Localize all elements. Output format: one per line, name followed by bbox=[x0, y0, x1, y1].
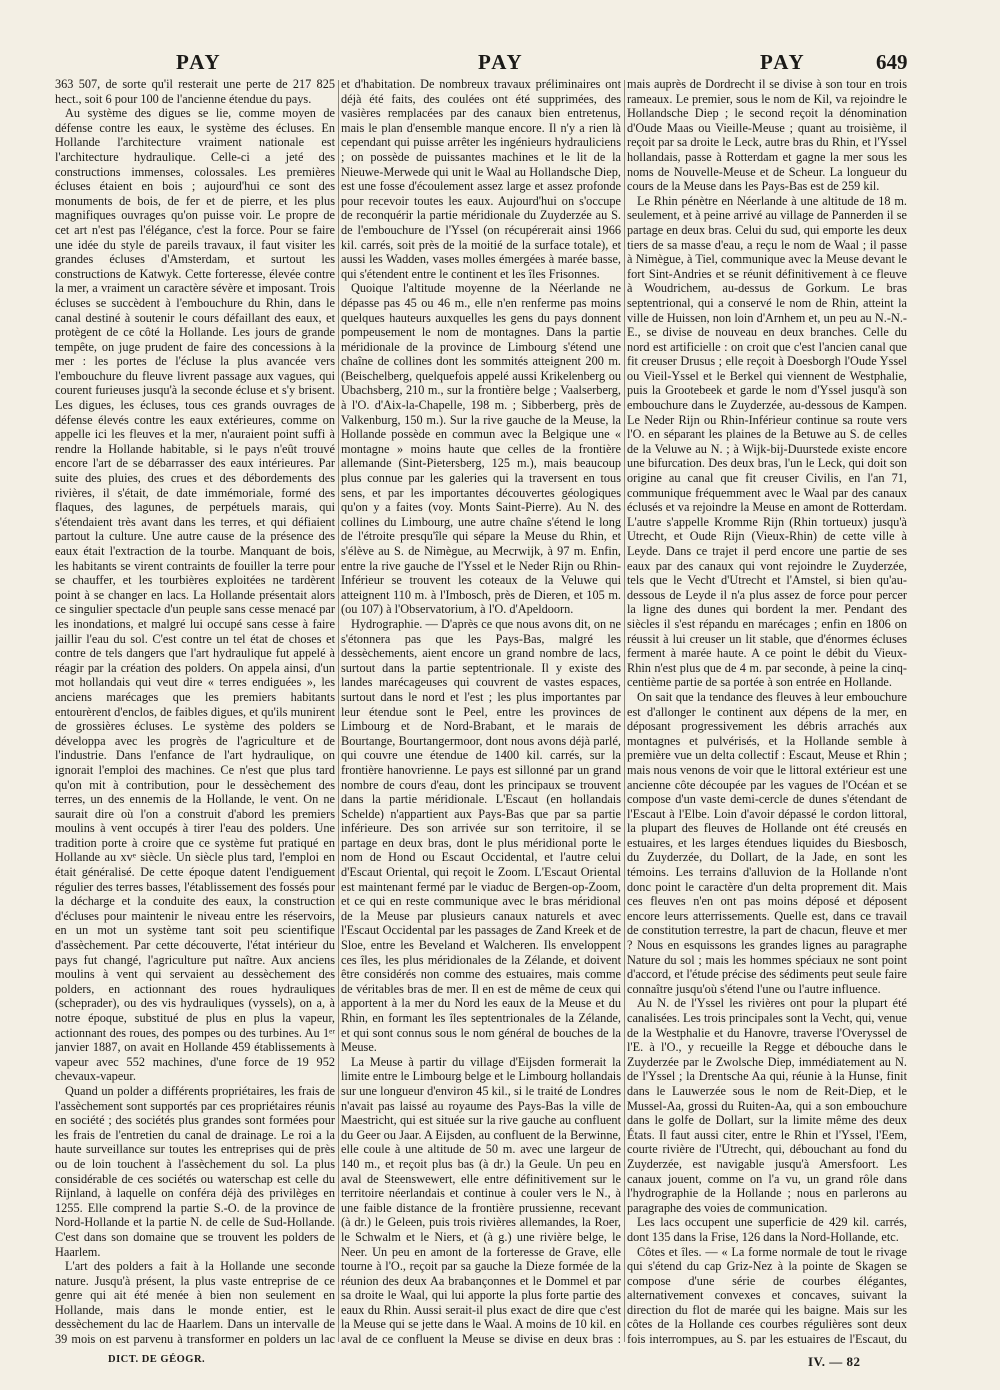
footer-left: DICT. DE GÉOGR. bbox=[108, 1354, 206, 1365]
paragraph: Côtes et îles. — « La forme normale de tout le rivage qui s'étend du cap Griz-Nez à la pointe de Skagen se compose d'une série de courbes élégantes, alternativement convexes et concaves, suivant la direction du flot de marée qui les baigne. Mais sur les côtes de la Hollande ces courbes régulières sont deux fois interrompues, au S. par les estuaires de l'Escaut, du bbox=[627, 1244, 907, 1347]
paragraph: et d'habitation. De nombreux travaux préliminaires ont déjà été faits, des coulées ont été supprimées, des vasières remplacées par des canaux bien entretenus, mais le plan d'ensemble manque encore. Il n'y a rien là cependant qui puisse arrêter les ingénieurs hydrauliciens ; on possède de puissantes machines et le lit de la Nieuwe-Merwede qui unit le Waal au Hollandsche Diep, est une fosse d'écoulement assez large et assez profonde pour recevoir toutes les eaux. Aujourd'hui on s'occupe de reconquérir la partie méridionale du Zuyderzée au S. de l'embouchure de l'Yssel (on récupérerait ainsi 1966 kil. carrés, soit près de la moitié de la surface totale), et aussi les Wadden, vases molles émergées à marée basse, qui s'étendent entre le continent et les îles Frisonnes. bbox=[341, 77, 621, 281]
paragraph: Le Rhin pénètre en Néerlande à une altitude de 18 m. seulement, et à peine arrivé au village de Pannerden il se partage en deux bras. Celui du sud, qui emporte les deux tiers de sa masse d'eau, a reçu le nom de Waal ; il passe à Nimègue, à Tiel, communique avec la Meuse devant le fort Sint-Andries et se réunit définitivement à ce fleuve à Woudrichem, au-dessus de Gorkum. Le bras septentrional, qui a conservé le nom de Rhin, atteint la ville de Huissen, non loin d'Arnhem et, un peu au N.-N.-E., se divise de nouveau en deux branches. Celle du nord est artificielle : on croit que c'est l'ancien canal que fit creuser Drusus ; elle reçoit à Doesborgh l'Oude Yssel ou Vieil-Yssel et le Berkel qui viennent de Westphalie, puis la Grootebeek et garde le nom d'Yssel jusqu'à son embouchure dans le Zuyderzée, au-dessous de Kampen. Le Neder Rijn ou Rhin-Inférieur continue sa route vers l'O. en séparant les plaines de la Betuwe au S. de celles de la Veluwe au N. ; à Wijk-bij-Duurstede existe encore une bifurcation. Des deux bras, l'un le Leck, qui doit son origine au canal que fit creuser Civilis, en l'an 71, communique fréquemment avec le Waal par des canaux éclusés et va rejoindre la Meuse en amont de Rotterdam. L'autre s'appelle Kromme Rijn (Rhin tortueux) jusqu'à Utrecht, et Oude Rijn (Vieux-Rhin) de cette ville à Leyde. Dans ce trajet il perd encore une partie de ses eaux par des canaux qui vont rejoindre le Zuyderzée, tels que le Vecht d'Utrecht et l'Amstel, si bien qu'au-dessous de Leyde il n'a plus assez de force pour percer la ligne des dunes qui bordent la mer. Pendant des siècles il s'est répandu en marécages ; enfin en 1806 on réussit à lui creuser un lit stable, que d'énormes écluses ferment à marée haute. A ce point le débit du Vieux-Rhin n'est plus que de 4 m. par seconde, à peine la cinq-centième partie de sa portée à son entrée en Hollande. bbox=[627, 193, 907, 690]
paragraph: Quoique l'altitude moyenne de la Néerlande ne dépasse pas 45 ou 46 m., elle n'en renferme pas moins quelques hauteurs auxquelles les gens du pays donnent pompeusement le nom de montagnes. Dans la partie méridionale de la province de Limbourg s'étend une chaîne de collines dont les sommités atteignent 200 m. (Beischelberg, quelquefois appelé aussi Krikelenberg ou Ubachsberg, 210 m., sur la frontière belge ; Vaalserberg, à l'O. d'Aix-la-Chapelle, 198 m. ; Sibberberg, près de Valkenburg, 150 m.). Sur la rive gauche de la Meuse, la Hollande possède en commun avec la Belgique une « montagne » moins haute que celles de la frontière allemande (Sint-Pietersberg, 125 m.), mais beaucoup plus connue par les galeries qui la traversent en tous sens, et par les importantes découvertes géologiques qu'on y a faites (voy. Monts Saint-Pierre). Au N. des collines du Limbourg, une autre chaîne s'étend le long de l'étroite presqu'île qui sépare la Meuse du Rhin, et s'élève au S. de Nimègue, au Mecrwijk, à 97 m. Enfin, entre la rive gauche de l'Yssel et le Neder Rijn ou Rhin-Inférieur se trouvent les coteaux de la Veluwe qui atteignent 110 m. à l'Imbosch, près de Dieren, et 105 m. (ou 107) à l'Observatorium, à l'O. d'Apeldoorn. bbox=[341, 281, 621, 617]
page-number: 649 bbox=[876, 50, 908, 74]
text-column-2 bbox=[341, 77, 621, 1347]
running-head-right: PAY bbox=[760, 50, 806, 74]
text-column-3 bbox=[627, 77, 907, 1347]
column-rule bbox=[624, 80, 625, 1342]
paragraph: 363 507, de sorte qu'il resterait une perte de 217 825 hect., soit 6 pour 100 de l'ancienne étendue du pays. bbox=[55, 77, 335, 106]
paragraph: L'art des polders a fait à la Hollande une seconde nature. Jusqu'à présent, la plus vaste entreprise de ce genre qui ait été menée à bien non seulement en Hollande, mais dans le monde entier, est le dessèchement du lac de Haarlem. Dans un intervalle de 39 mois on est parvenu à transformer en polders un lac bbox=[55, 1259, 335, 1347]
paragraph: Quand un polder a différents propriétaires, les frais de l'assèchement sont supportés par ces propriétaires réunis en société ; des sociétés plus grandes sont formées pour les frais de l'entretien du canal de drainage. Le roi a la haute surveillance sur toutes les entreprises qui de près ou de loin touchent à l'assèchement du sol. La plus considérable de ces sociétés ou waterschap est celle du Rijnland, à laquelle on conféra déjà des privilèges en 1255. Elle comprend la partie S.-O. de la province de Nord-Hollande et la partie N. de celle de Sud-Hollande. C'est dans son domaine que se trouvent les polders de Haarlem. bbox=[55, 1083, 335, 1259]
paragraph: Au système des digues se lie, comme moyen de défense contre les eaux, le système des écluses. En Hollande l'architecture vraiment nationale est l'architecture hydraulique. Celle-ci a jeté des constructions immenses, colossales. Les premières écluses étaient en bois ; aujourd'hui ce sont des monuments de bois, de fer et de pierre, et les plus magnifiques ouvrages qu'on puisse voir. Le propre de cet art n'est pas l'élégance, c'est la force. Pour se faire une idée du style de pareils travaux, il faut visiter les grandes écluses d'Amsterdam, et surtout les constructions de Katwyk. Cette forteresse, élevée contre la mer, a vraiment un caractère sévère et imposant. Trois écluses se succèdent à l'embouchure du Rhin, dans le canal destiné à soutenir le cours défaillant des eaux, et protègent de ce côté la Hollande. Les jours de grande tempête, on juge prudent de faire des concessions à la mer : les portes de l'écluse la plus avancée vers l'embouchure du fleuve livrent passage aux vagues, qui courent furieuses jusqu'à la seconde écluse et s'y brisent. Les digues, les écluses, tous ces grands ouvrages de défense élevés contre les eaux extérieures, comme on appelle ici les fleuves et la mer, n'auraient point suffi à rendre la Hollande habitable, si le pays n'eût trouvé encore l'art de se débarrasser des eaux intérieures. Par suite des pluies, des crues et des débordements des rivières, il s'était, de date immémoriale, formé des flaques, des lagunes, de perpétuels marais, qui s'étendaient très avant dans les terres, et qui défiaient partout la culture. Une autre cause de la présence des eaux était l'extraction de la tourbe. Manquant de bois, les habitants se virent contraints de fouiller la terre pour se chauffer, et les tourbières exploitées ne tardèrent point à se changer en lacs. La Hollande présentait alors ce singulier spectacle d'un peuple sans cesse menacé par les inondations, et malgré lui occupé sans cesse à faire jaillir l'eau du sol. C'est contre un tel état de choses et contre de tels dangers que l'art hydraulique fut appelé à réagir par la création des polders. On appela ainsi, d'un mot hollandais qui veut dire « terres endiguées », les anciens marécages que les premiers habitants entourèrent d'enclos, de faibles digues, et qu'ils munirent de grossières écluses. Le système des polders se développa avec les progrès de l'agriculture et de l'industrie. Dans l'enfance de l'art hydraulique, on ignorait l'emploi des machines. Ce n'est que plus tard qu'on mit à contribution, pour le dessèchement des terres, un des ennemis de la Hollande, le vent. On ne saurait dire où l'on a construit d'abord les premiers moulins à vent occupés à tirer l'eau des polders. Une tradition porte à croire que ce système fut pratiqué en Hollande au xvᵉ siècle. Un siècle plus tard, l'emploi en était généralisé. De cette époque datent l'endiguement régulier des terres basses, l'établissement des fossés pour la décharge et la conduite des eaux, la construction d'écluses pour maintenir le niveau entre les réservoirs, en un mot un système tant soit peu scientifique d'assèchement. Par cette découverte, l'état intérieur du pays fut changé, l'agriculture put naître. Aux anciens moulins à vent qui servaient au dessèchement des polders, en actionnant des roues hydrauliques (scheprader), ou des vis hydrauliques (vyssels), on a, à notre époque, substitué de plus en plus la vapeur, actionnant des roues, des pompes ou des turbines. Au 1ᵉʳ janvier 1887, on avait en Hollande 459 établissements à vapeur avec 552 machines, d'une force de 19 952 chevaux-vapeur. bbox=[55, 106, 335, 1084]
column-rule bbox=[338, 80, 339, 1342]
paragraph: mais auprès de Dordrecht il se divise à son tour en trois rameaux. Le premier, sous le nom de Kil, va rejoindre le Hollandsche Diep ; le second reçoit la dénomination d'Oude Maas ou Vieille-Meuse ; quant au troisième, il reçoit par sa droite le Leck, autre bras du Rhin, et l'Yssel hollandais, passe à Rotterdam et gagne la mer sous les noms de Nouvelle-Meuse et de Scheur. La longueur du cours de la Meuse dans les Pays-Bas est de 259 kil. bbox=[627, 77, 907, 194]
paragraph: On sait que la tendance des fleuves à leur embouchure est d'allonger le continent aux dépens de la mer, en déposant progressivement les débris arrachés aux montagnes et pulvérisés, et la Hollande semble à première vue un delta collectif : Escaut, Meuse et Rhin ; mais nous venons de voir que le littoral extérieur est une ancienne côte découpée par les vagues de l'Océan et se compose d'un vaste demi-cercle de dunes s'étendant de l'Escaut à l'Elbe. Loin d'avoir dépassé le cordon littoral, la plupart des fleuves de Hollande ont été creusés en estuaires, et les larges étendues liquides du Biesbosch, du Zuyderzée, du Dollart, de la Jade, en sont les témoins. Les terrains d'alluvion de la Hollande n'ont donc point le caractère d'un delta proprement dit. Mais ces fleuves n'en ont pas moins déposé et déposent encore leurs atterrissements. Quelle est, dans ce travail de constitution terrestre, la part de chacun, fleuve et mer ? Nous en esquissons les grandes lignes au paragraphe Nature du sol ; mais les hommes spéciaux ne sont point d'accord, et l'étude précise des sédiments peut seule faire connaître jusqu'où s'étend l'une ou l'autre influence. bbox=[627, 689, 907, 996]
paragraph: La Meuse à partir du village d'Eijsden formerait la limite entre le Limbourg belge et le Limbourg hollandais sur une longueur d'environ 45 kil., si le traité de Londres n'avait pas laissé au royaume des Pays-Bas la ville de Maestricht, qui est située sur la rive gauche au confluent du Geer ou Jaar. A Eijsden, au confluent de la Berwinne, elle coule à une altitude de 50 m. avec une largeur de 140 m., et reçoit plus bas (à dr.) la Geule. Un peu en aval de Steenswewert, elle entre définitivement sur le territoire néerlandais et continue à couler vers le N., à une faible distance de la frontière prussienne, recevant (à dr.) le Geleen, puis trois rivières allemandes, la Roer, le Schwalm et le Niers, et (à g.) une rivière belge, le Neer. Un peu en amont de la forteresse de Grave, elle tourne à l'O., reçoit par sa gauche la Dieze formée de la réunion des deux Aa brabançonnes et le Dommel et par sa droite le Waal, qui lui apporte la plus forte partie des eaux du Rhin. Aussi serait-il plus exact de dire que c'est la Meuse qui se jette dans le Waal. A moins de 10 kil. en aval de ce confluent la Meuse se divise en deux bras : bbox=[341, 1054, 621, 1347]
text-column-1 bbox=[55, 77, 335, 1347]
paragraph: Les lacs occupent une superficie de 429 kil. carrés, dont 135 dans la Frise, 126 dans la Nord-Hollande, etc. bbox=[627, 1215, 907, 1244]
footer-right: IV. — 82 bbox=[808, 1354, 861, 1369]
running-head-left: PAY bbox=[176, 50, 222, 74]
paragraph: Au N. de l'Yssel les rivières ont pour la plupart été canalisées. Les trois principales sont la Vecht, qui, venue de la Westphalie et du Hanovre, traverse l'Overyssel de l'E. à l'O., y recueille la Regge et débouche dans le Zuyderzée par le Zwolsche Diep, immédiatement au N. de l'Yssel ; la Drentsche Aa qui, réunie à la Hunse, finit dans le Lauwerzée sous le nom de Reit-Diep, et le Mussel-Aa, grossi du Ruiten-Aa, qui a son embouchure dans le golfe de Dollart, sur la limite même des deux États. Il faut aussi citer, entre le Rhin et l'Yssel, l'Eem, courte rivière de l'Utrecht, qui, débouchant au fond du Zuyderzée, est navigable jusqu'à Amersfoort. Les canaux jouent, comme on l'a vu, un grand rôle dans l'hydrographie de la Hollande ; nous en parlerons au paragraphe des voies de communication. bbox=[627, 996, 907, 1215]
paragraph: Hydrographie. — D'après ce que nous avons dit, on ne s'étonnera pas que les Pays-Bas, malgré les dessèchements, aient encore un grand nombre de lacs, surtout dans la partie septentrionale. Il y existe des landes marécageuses qui couvrent de vastes espaces, surtout dans le nord et l'est ; les plus importantes par leur étendue sont le Peel, entre les provinces de Limbourg et de Nord-Brabant, et le marais de Bourtange, Bourtangermoor, dont nous avons déjà parlé, qui couvre une étendue de 1400 kil. carrés, sur la frontière hanovrienne. Le pays est sillonné par un grand nombre de cours d'eau, dont les principaux se trouvent dans la partie méridionale. L'Escaut (en hollandais Schelde) n'appartient aux Pays-Bas que par sa partie inférieure. Des son arrivée sur son territoire, il se partage en deux bras, dont le plus méridional porte le nom de Hond ou Escaut Occidental, et l'autre celui d'Escaut Oriental, qui reçoit le Zoom. L'Escaut Oriental est maintenant fermé par le viaduc de Bergen-op-Zoom, et ce qui en reste communique avec le bras méridional de la Meuse par plusieurs canaux naturels et avec l'Escaut Occidental par les passages de Zand Kreek et de Sloe, entre les Beveland et Walcheren. Ils enveloppent ces îles, les plus méridionales de la Zélande, et doivent être considérés non comme des estuaires, mais comme de véritables bras de mer. Il en est de même de ceux qui apportent à la mer du Nord les eaux de la Meuse et du Rhin, en formant les îles septentrionales de la Zélande, et qui sont connus sous le nom général de bouches de la Meuse. bbox=[341, 616, 621, 1055]
running-head-center: PAY bbox=[478, 50, 524, 74]
